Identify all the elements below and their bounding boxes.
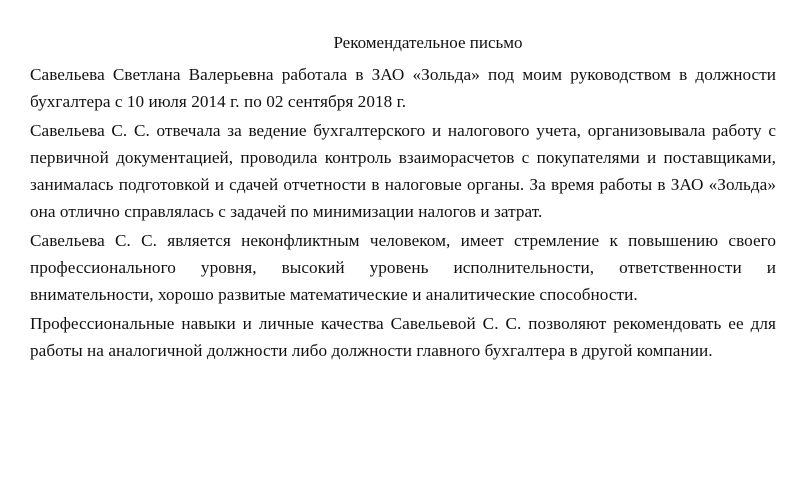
paragraph-employment: Савельева Светлана Валерьевна работала в ЗАО «Зольда» под моим руководством в должности бухгалтера с 10 июля 2014 г. по 02 сентября 2018 г. <box>30 65 776 111</box>
page-title: Рекомендательное письмо <box>333 33 523 52</box>
paragraph-recommendation: Профессиональные навыки и личные качества Савельевой С. С. позволяют рекомендовать ее для работы на аналогичной должности либо должности главного бухгалтера в другой компании. <box>30 314 776 360</box>
recommendation-letter <box>30 28 776 364</box>
paragraph-qualities: Савельева С. С. является неконфликтным человеком, имеет стремление к повышению своего профессионального уровня, высокий уровень исполнительности, ответственности и внимательности, хорошо развитые математические и аналитические способности. <box>30 231 776 304</box>
paragraph-duties: Савельева С. С. отвечала за ведение бухгалтерского и налогового учета, организовывала работу с первичной документацией, проводила контроль взаиморасчетов с покупателями и поставщиками, занималась подготовкой и сдачей отчетности в налоговые органы. За время работы в ЗАО «Зольда» она отлично справлялась с задачей по минимизации налогов и затрат. <box>30 121 776 221</box>
